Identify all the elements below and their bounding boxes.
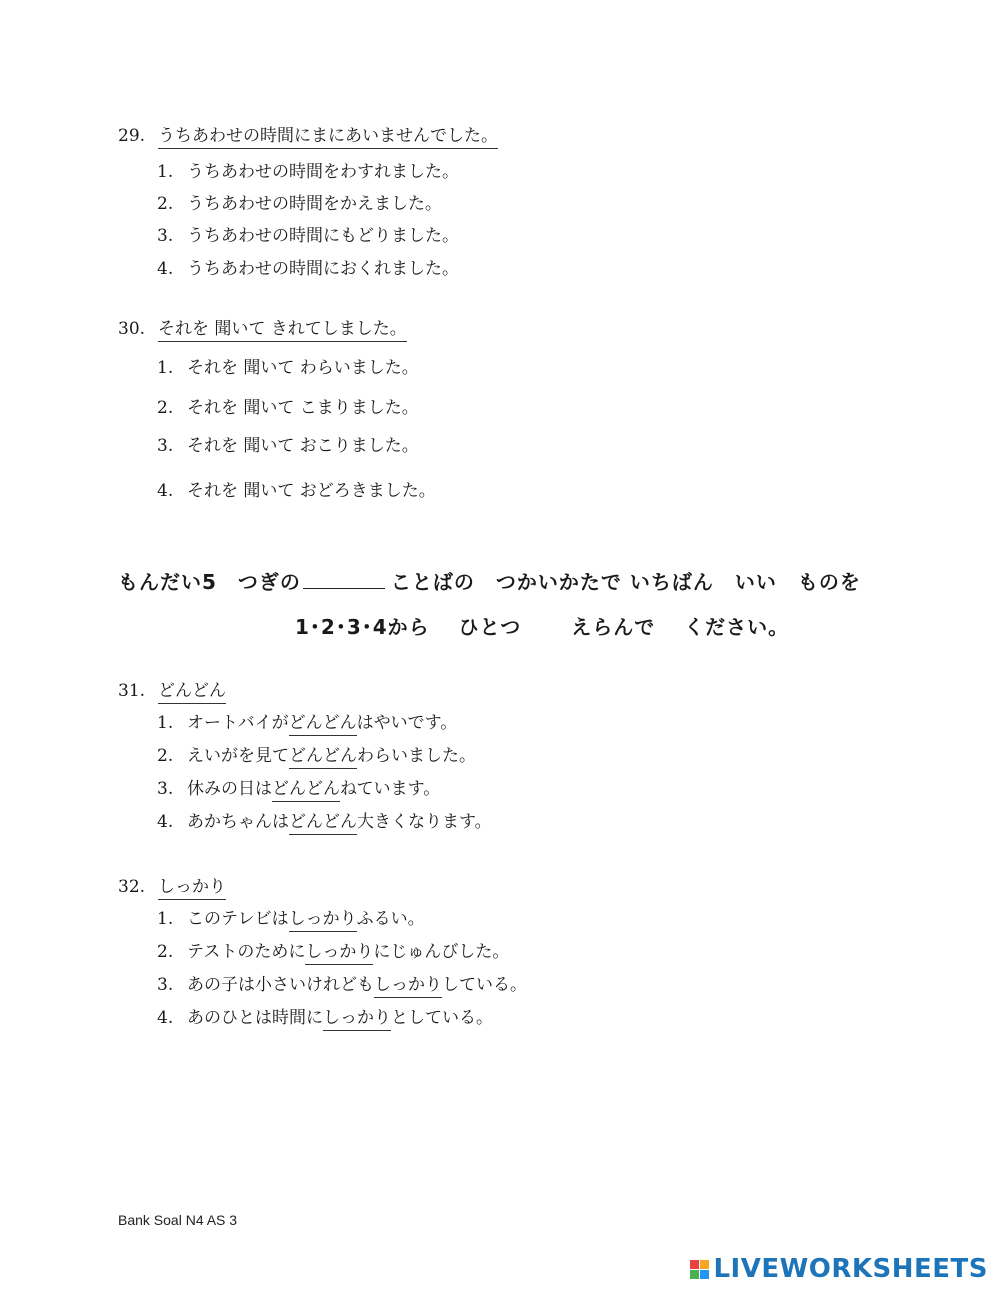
option-number: 3. [157,436,174,456]
option-keyword: どんどん [289,746,357,769]
option[interactable] [157,353,419,378]
heading-text-start: もんだい5 つぎの [118,570,301,594]
option[interactable] [157,254,459,279]
option-keyword: しっかり [374,975,442,998]
option-number: 3. [157,226,174,246]
option-text-post: ふるい。 [356,909,425,929]
option[interactable] [157,476,436,501]
option-text: それを 聞いて こまりました。 [187,398,419,418]
option-text-pre: 休みの日は [187,779,272,799]
option-keyword: しっかり [305,942,373,965]
option[interactable] [157,741,476,766]
option-number: 4. [157,481,174,501]
option-number: 4. [157,259,174,279]
option-text-pre: オートバイが [187,713,289,733]
option-text-pre: テストのために [187,942,306,962]
question-number: 29. [118,126,146,146]
question-number: 32. [118,877,146,897]
option-text-post: にじゅんびした。 [373,942,510,962]
heading-blank [303,570,385,589]
option-number: 2. [157,398,174,418]
option[interactable] [157,393,419,418]
section-heading [118,566,861,595]
option-number: 4. [157,812,174,832]
option-keyword: どんどん [289,713,357,736]
option-text: うちあわせの時間におくれました。 [187,259,459,279]
option-number: 2. [157,942,174,962]
option-text: うちあわせの時間をわすれました。 [187,162,459,182]
option-text-pre: あかちゃんは [187,812,289,832]
option-text-post: ねています。 [340,779,441,799]
option[interactable] [157,708,457,733]
option-keyword: どんどん [289,812,357,835]
option-number: 2. [157,746,174,766]
question-stem: しっかり [158,877,226,900]
question-32 [118,872,226,897]
option-text-post: としている。 [391,1008,493,1028]
question-number: 30. [118,319,146,339]
option-text-pre: えいがを見て [187,746,289,766]
option-number: 3. [157,779,174,799]
question-stem: うちあわせの時間にまにあいませんでした。 [158,126,498,149]
option[interactable] [157,904,425,929]
option-text-post: 大きくなります。 [357,812,492,832]
heading-text-end: ことばの つかいかたで いちばん いい ものを [390,570,861,594]
option-text-post: はやいです。 [356,713,458,733]
logo-text: LIVEWORKSHEETS [713,1254,988,1284]
option-text: うちあわせの時間にもどりました。 [187,226,459,246]
option-number: 3. [157,975,174,995]
question-stem: それを 聞いて きれてしました。 [158,319,407,342]
liveworksheets-logo[interactable] [690,1254,988,1284]
option[interactable] [157,189,442,214]
option-number: 1. [157,713,174,733]
question-29 [118,121,498,146]
option-text-post: わらいました。 [357,746,476,766]
question-30 [118,314,407,339]
question-number: 31. [118,681,146,701]
option-text-post: している。 [442,975,527,995]
question-31 [118,676,226,701]
option[interactable] [157,1003,493,1028]
logo-blocks-icon [690,1260,709,1279]
option-number: 1. [157,358,174,378]
footer-text: Bank Soal N4 AS 3 [118,1212,238,1228]
option-number: 2. [157,194,174,214]
option-text: それを 聞いて おこりました。 [187,436,419,456]
option-text-pre: このテレビは [187,909,289,929]
option[interactable] [157,157,459,182]
option[interactable] [157,431,419,456]
option-number: 4. [157,1008,174,1028]
option-text: それを 聞いて わらいました。 [187,358,419,378]
option-keyword: しっかり [323,1008,391,1031]
section-heading-line2: 1･2･3･4から ひとつ えらんで ください。 [295,615,790,639]
option-text-pre: あのひとは時間に [187,1008,323,1028]
option[interactable] [157,937,509,962]
option-text-pre: あの子は小さいけれども [187,975,374,995]
option-keyword: どんどん [272,779,340,802]
option[interactable] [157,221,459,246]
option-text: それを 聞いて おどろきました。 [187,481,436,501]
option[interactable] [157,774,440,799]
option-keyword: しっかり [289,909,357,932]
option-number: 1. [157,162,174,182]
option-text: うちあわせの時間をかえました。 [187,194,442,214]
option-number: 1. [157,909,174,929]
option[interactable] [157,807,492,832]
question-stem: どんどん [158,681,226,704]
option[interactable] [157,970,527,995]
